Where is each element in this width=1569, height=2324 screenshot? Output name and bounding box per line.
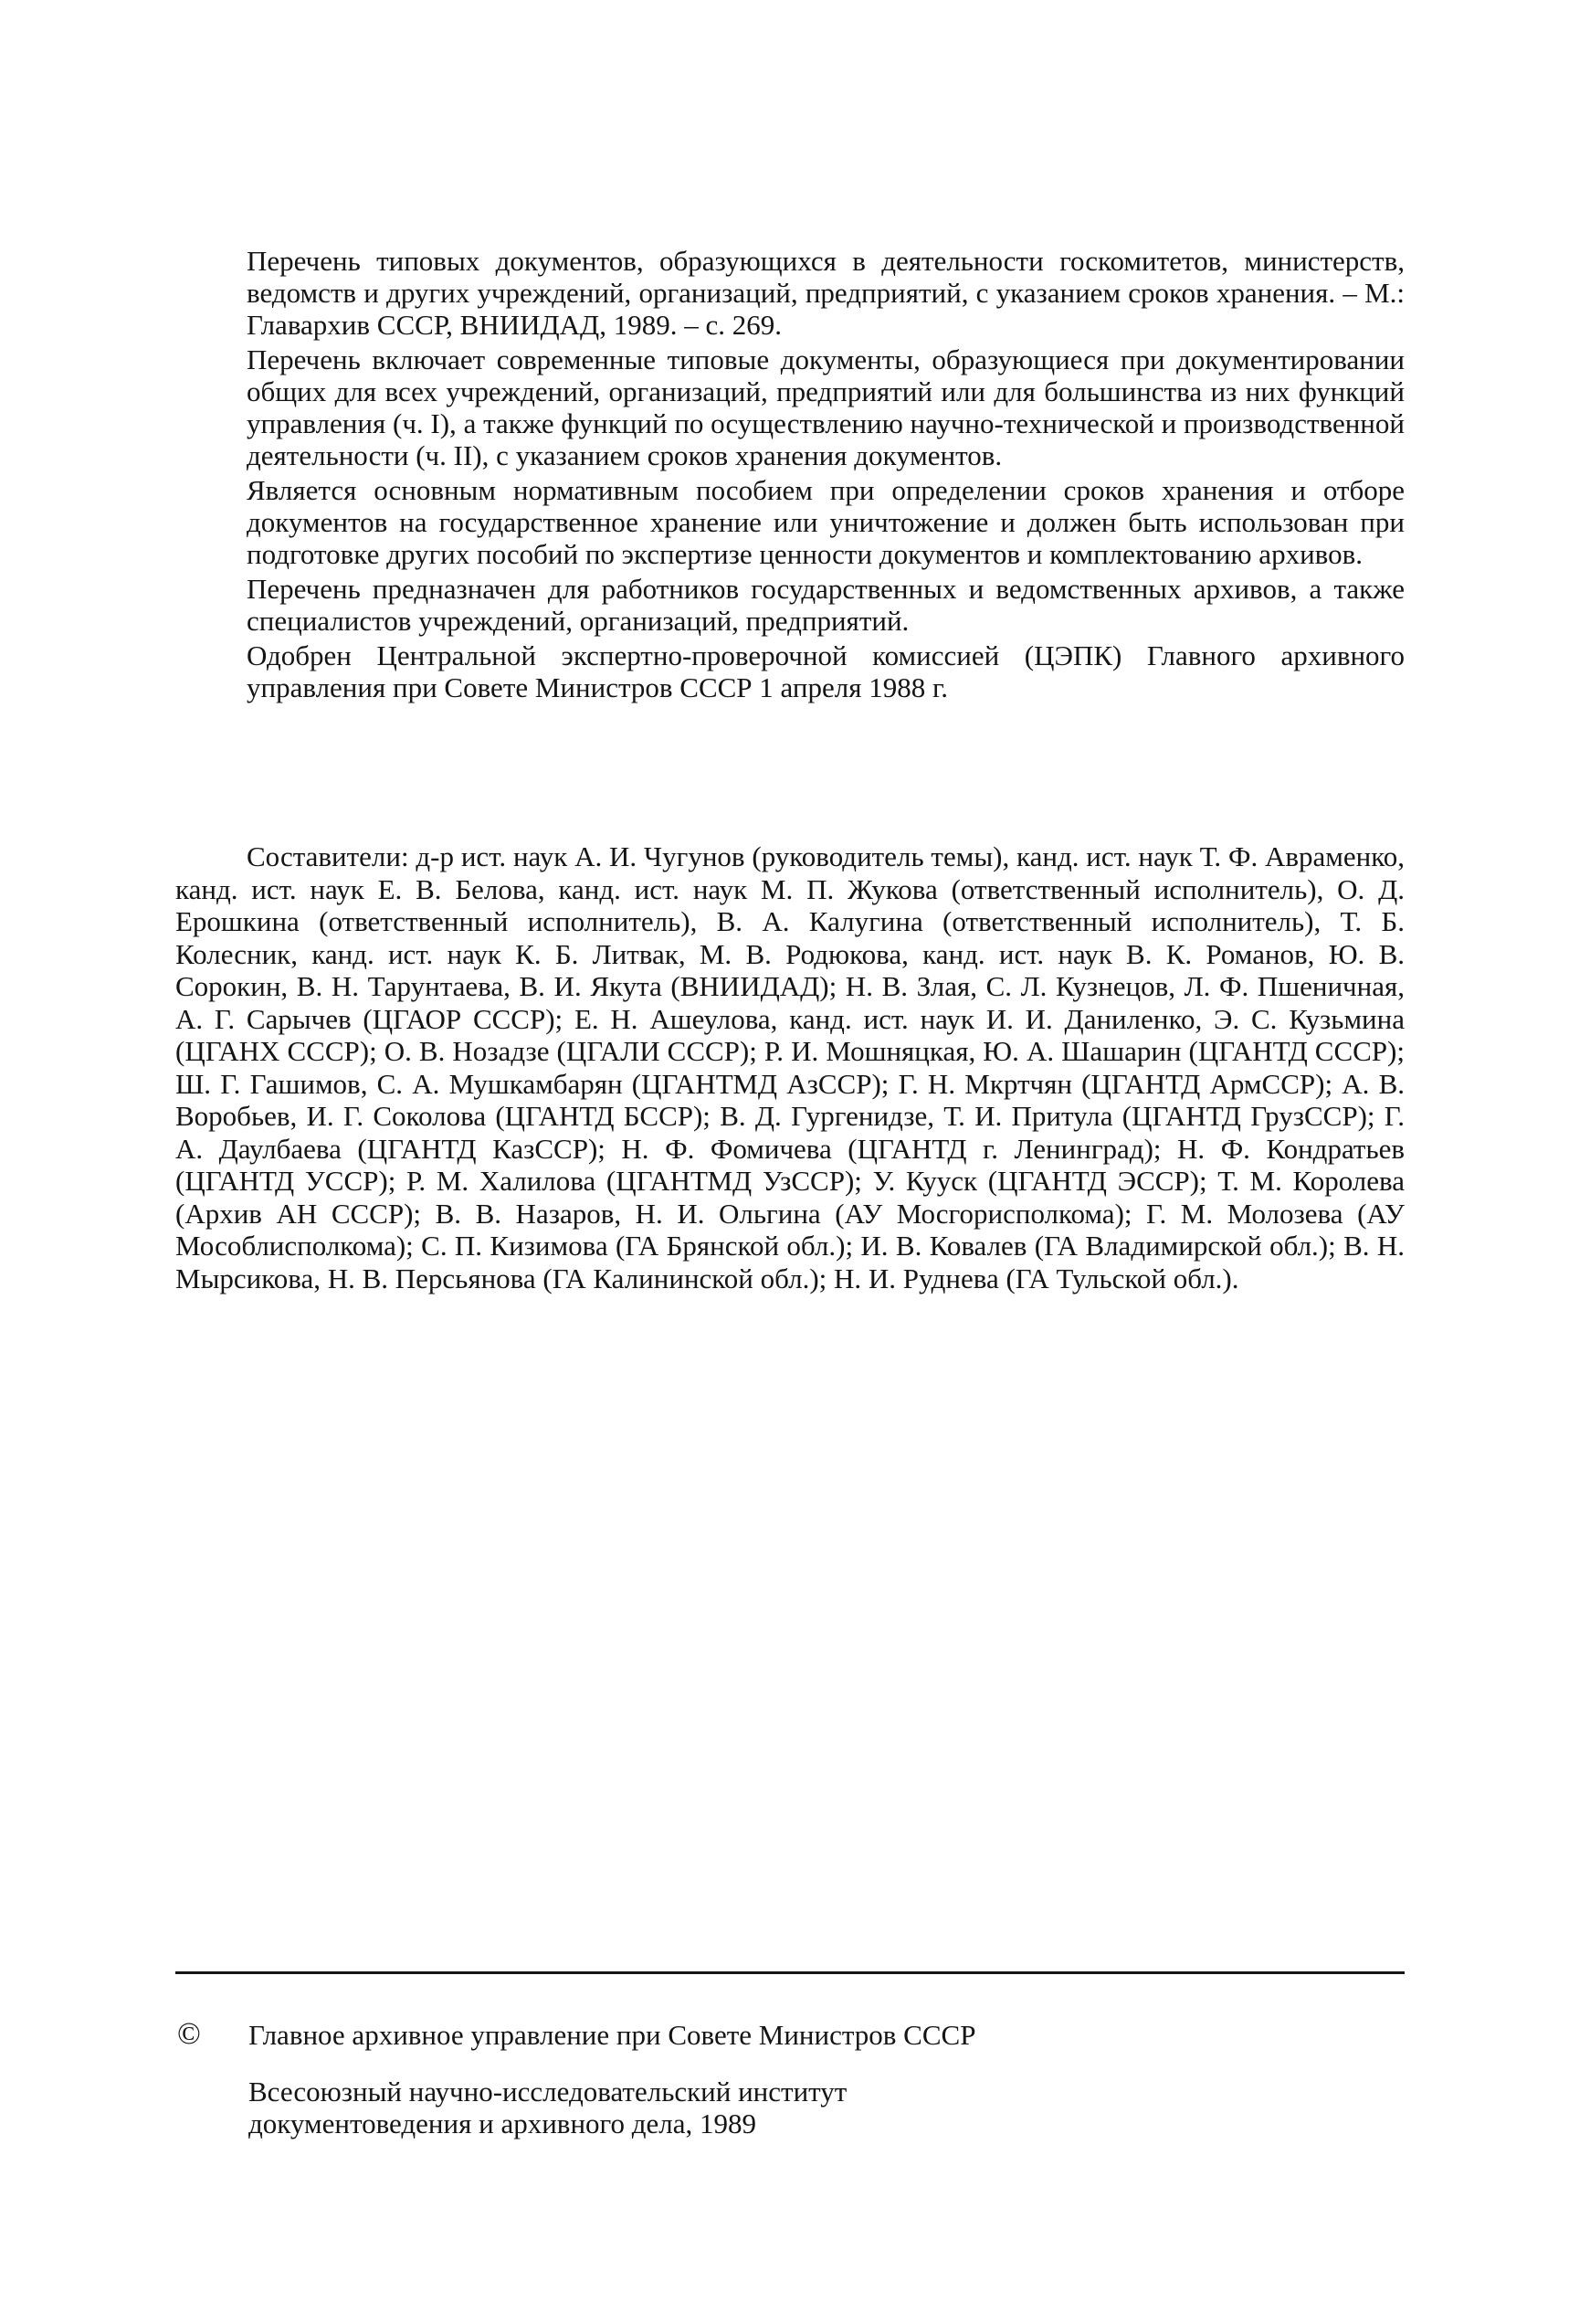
paragraph-audience: Перечень предназначен для работников государственных и ведомственных архивов, а также специалистов учреждений, организаций, предприятий. xyxy=(247,573,1405,637)
copyright-icon: © xyxy=(177,2017,201,2051)
footer-divider xyxy=(175,1971,1405,1974)
abstract-block xyxy=(247,245,1405,706)
paragraph-contents: Перечень включает современные типовые документы, образующиеся при документировании общих для всех учреждений, организаций, предприятий или для большинства из них функций управления (ч. I), а также функций по осуществлению научно-технической и производственной деятельности (ч. II), с указанием сроков хранения документов. xyxy=(247,343,1405,471)
institute-line-1: Всесоюзный научно-исследовательский институт xyxy=(248,2076,848,2107)
compilers-list: Составители: д-р ист. наук А. И. Чугунов (руководитель темы), канд. ист. наук Т. Ф. Авраменко, канд. ист. наук Е. В. Белова, канд. ист. наук М. П. Жукова (ответственный исполнитель), О. Д. Ерошкина (ответственный исполнитель), В. А. Калугина (ответственный исполнитель), Т. Б. Колесник, канд. ист. наук К. Б. Литвак, М. В. Родюкова, канд. ист. наук В. К. Романов, Ю. В. Сорокин, В. Н. Тарунтаева, В. И. Якута (ВНИИДАД); Н. В. Злая, С. Л. Кузнецов, Л. Ф. Пшеничная, А. Г. Сарычев (ЦГАОР СССР); Е. Н. Ашеулова, канд. ист. наук И. И. Даниленко, Э. С. Кузьмина (ЦГАНХ СССР); О. В. Нозадзе (ЦГАЛИ СССР); Р. И. Мошняцкая, Ю. А. Шашарин (ЦГАНТД СССР); Ш. Г. Гашимов, С. А. Мушкамбарян (ЦГАНТМД АзССР); Г. Н. Мкртчян (ЦГАНТД АрмССР); А. В. Воробьев, И. Г. Соколова (ЦГАНТД БССР); В. Д. Гургенидзе, Т. И. Притула (ЦГАНТД ГрузССР); Г. А. Даулбаева (ЦГАНТД КазССР); Н. Ф. Фомичева (ЦГАНТД г. Ленинград); Н. Ф. Кондратьев (ЦГАНТД УССР); Р. М. Халилова (ЦГАНТМД УзССР); У. Кууск (ЦГАНТД ЭССР); Т. М. Королева (Архив АН СССР); В. В. Назаров, Н. И. Ольгина (АУ Мосгорисполкома); Г. М. Молозева (АУ Мособлисполкома); С. П. Кизимова (ГА Брянской обл.); И. В. Ковалев (ГА Владимирской обл.); В. Н. Мырсикова, Н. В. Персьянова (ГА Калининской обл.); Н. И. Руднева (ГА Тульской обл.). xyxy=(175,840,1405,1294)
publisher-institute xyxy=(248,2076,847,2139)
copyright-holder: Главное архивное управление при Совете Министров СССР xyxy=(248,2019,976,2051)
paragraph-approval: Одобрен Центральной экспертно-проверочной комиссией (ЦЭПК) Главного архивного управления при Совете Министров СССР 1 апреля 1988 г. xyxy=(247,639,1405,703)
bibliographic-citation: Перечень типовых документов, образующихся в деятельности госкомитетов, министерств, ведомств и других учреждений, организаций, предприятий, с указанием сроков хранения. – М.: Главархив СССР, ВНИИДАД, 1989. – с. 269. xyxy=(247,245,1405,341)
paragraph-purpose: Является основным нормативным пособием при определении сроков хранения и отборе документов на государственное хранение или уничтожение и должен быть использован при подготовке других пособий по экспертизе ценности документов и комплектованию архивов. xyxy=(247,474,1405,570)
institute-line-2: документоведения и архивного дела, 1989 xyxy=(248,2107,756,2139)
